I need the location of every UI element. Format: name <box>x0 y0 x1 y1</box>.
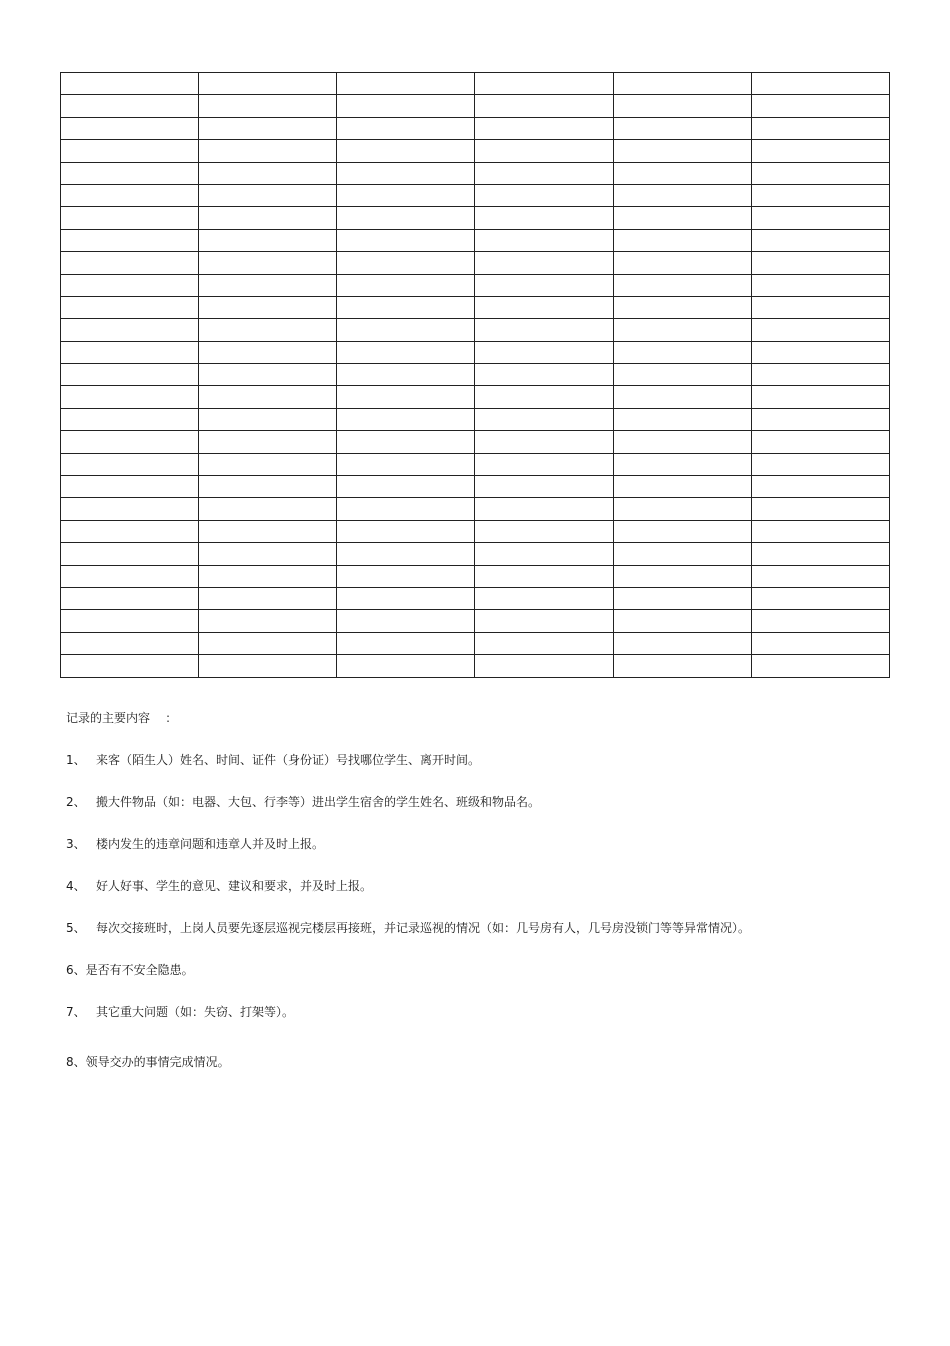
table-cell <box>61 229 199 251</box>
table-row <box>61 453 890 475</box>
table-cell <box>199 364 337 386</box>
table-cell <box>199 140 337 162</box>
table-cell <box>613 587 751 609</box>
table-cell <box>475 408 613 430</box>
table-cell <box>613 184 751 206</box>
table-cell <box>613 117 751 139</box>
note-number: 7、 <box>66 1005 86 1019</box>
table-cell <box>613 296 751 318</box>
note-item-5 <box>66 918 786 938</box>
table-cell <box>475 498 613 520</box>
table-cell <box>61 565 199 587</box>
table-cell <box>337 632 475 654</box>
table-row <box>61 520 890 542</box>
table-cell <box>199 632 337 654</box>
table-cell <box>61 274 199 296</box>
table-cell <box>337 408 475 430</box>
table-cell <box>199 162 337 184</box>
note-number: 4、 <box>66 879 86 893</box>
table-cell <box>475 140 613 162</box>
table-cell <box>475 520 613 542</box>
table-cell <box>751 296 889 318</box>
table-cell <box>199 207 337 229</box>
table-cell <box>613 655 751 677</box>
table-cell <box>337 565 475 587</box>
table-cell <box>475 252 613 274</box>
table-cell <box>61 431 199 453</box>
table-cell <box>337 341 475 363</box>
table-cell <box>337 520 475 542</box>
table-cell <box>337 319 475 341</box>
table-cell <box>613 229 751 251</box>
table-cell <box>475 453 613 475</box>
table-row <box>61 632 890 654</box>
table-cell <box>751 319 889 341</box>
table-cell <box>61 386 199 408</box>
table-cell <box>613 341 751 363</box>
note-number: 1、 <box>66 753 86 767</box>
table-cell <box>475 184 613 206</box>
table-cell <box>199 543 337 565</box>
table-cell <box>751 207 889 229</box>
table-cell <box>613 632 751 654</box>
table-cell <box>61 184 199 206</box>
table-cell <box>199 565 337 587</box>
note-item-8 <box>66 1052 786 1072</box>
table-cell <box>475 610 613 632</box>
table-cell <box>751 386 889 408</box>
table-cell <box>337 73 475 95</box>
table-cell <box>337 207 475 229</box>
table-cell <box>337 431 475 453</box>
table-cell <box>61 319 199 341</box>
table-cell <box>475 632 613 654</box>
table-cell <box>61 207 199 229</box>
table-row <box>61 655 890 677</box>
table-row <box>61 207 890 229</box>
note-text: 来客（陌生人）姓名、时间、证件（身份证）号找哪位学生、离开时间。 <box>96 753 481 767</box>
table-row <box>61 162 890 184</box>
table-row <box>61 386 890 408</box>
table-cell <box>199 431 337 453</box>
table-cell <box>751 520 889 542</box>
table-cell <box>337 162 475 184</box>
table-cell <box>751 543 889 565</box>
table-cell <box>613 543 751 565</box>
table-row <box>61 73 890 95</box>
table-cell <box>61 476 199 498</box>
table-cell <box>337 117 475 139</box>
table-cell <box>199 587 337 609</box>
table-cell <box>475 386 613 408</box>
table-cell <box>337 184 475 206</box>
table-cell <box>751 565 889 587</box>
note-number: 3、 <box>66 837 86 851</box>
table-cell <box>199 386 337 408</box>
table-cell <box>61 162 199 184</box>
note-item-2 <box>66 792 786 812</box>
table-cell <box>199 520 337 542</box>
table-row <box>61 408 890 430</box>
table-cell <box>199 117 337 139</box>
table-cell <box>61 587 199 609</box>
table-cell <box>337 252 475 274</box>
table-cell <box>475 476 613 498</box>
table-cell <box>751 274 889 296</box>
record-contents-notes <box>66 708 786 1094</box>
table-cell <box>61 498 199 520</box>
table-cell <box>475 207 613 229</box>
table-cell <box>199 73 337 95</box>
record-log-table-body <box>61 73 890 678</box>
table-row <box>61 184 890 206</box>
table-cell <box>475 274 613 296</box>
table-cell <box>199 408 337 430</box>
table-cell <box>751 184 889 206</box>
table-cell <box>475 587 613 609</box>
table-row <box>61 296 890 318</box>
table-cell <box>337 386 475 408</box>
table-cell <box>337 140 475 162</box>
table-cell <box>613 386 751 408</box>
table-cell <box>613 431 751 453</box>
table-row <box>61 95 890 117</box>
table-cell <box>613 319 751 341</box>
table-cell <box>475 95 613 117</box>
table-cell <box>337 543 475 565</box>
table-row <box>61 319 890 341</box>
table-cell <box>751 229 889 251</box>
note-item-7 <box>66 1002 786 1022</box>
table-cell <box>337 274 475 296</box>
table-cell <box>199 655 337 677</box>
table-cell <box>199 296 337 318</box>
table-cell <box>751 431 889 453</box>
table-cell <box>337 587 475 609</box>
note-item-6 <box>66 960 786 980</box>
table-row <box>61 117 890 139</box>
table-cell <box>337 364 475 386</box>
table-cell <box>337 655 475 677</box>
table-cell <box>61 408 199 430</box>
note-text: 是否有不安全隐患。 <box>85 963 194 977</box>
table-row <box>61 476 890 498</box>
table-cell <box>475 296 613 318</box>
table-row <box>61 431 890 453</box>
table-row <box>61 341 890 363</box>
table-cell <box>337 476 475 498</box>
table-cell <box>199 610 337 632</box>
table-cell <box>61 95 199 117</box>
table-row <box>61 498 890 520</box>
table-row <box>61 274 890 296</box>
table-cell <box>199 476 337 498</box>
table-cell <box>613 498 751 520</box>
table-cell <box>337 95 475 117</box>
note-text: 好人好事、学生的意见、建议和要求，并及时上报。 <box>96 879 373 893</box>
table-cell <box>613 162 751 184</box>
note-item-3 <box>66 834 786 854</box>
table-cell <box>751 117 889 139</box>
table-cell <box>337 610 475 632</box>
table-cell <box>61 520 199 542</box>
table-cell <box>61 610 199 632</box>
table-cell <box>751 498 889 520</box>
table-cell <box>475 162 613 184</box>
table-cell <box>61 364 199 386</box>
table-cell <box>61 140 199 162</box>
table-cell <box>613 207 751 229</box>
table-cell <box>751 408 889 430</box>
note-text: 楼内发生的违章问题和违章人并及时上报。 <box>96 837 325 851</box>
notes-heading: 记录的主要内容 ： <box>66 711 178 725</box>
note-number: 5、 <box>66 921 86 935</box>
table-cell <box>613 408 751 430</box>
table-cell <box>751 476 889 498</box>
table-cell <box>199 95 337 117</box>
table-cell <box>475 543 613 565</box>
table-cell <box>613 610 751 632</box>
table-row <box>61 565 890 587</box>
table-cell <box>613 95 751 117</box>
table-cell <box>751 252 889 274</box>
table-cell <box>199 453 337 475</box>
table-cell <box>613 252 751 274</box>
table-cell <box>751 610 889 632</box>
table-cell <box>199 252 337 274</box>
table-cell <box>475 431 613 453</box>
note-number: 2、 <box>66 795 86 809</box>
table-cell <box>199 498 337 520</box>
note-item-1 <box>66 750 786 770</box>
table-cell <box>337 296 475 318</box>
table-cell <box>613 73 751 95</box>
table-cell <box>475 117 613 139</box>
note-number: 8、 <box>66 1055 86 1069</box>
table-cell <box>61 655 199 677</box>
table-cell <box>751 632 889 654</box>
table-cell <box>475 229 613 251</box>
note-item-4 <box>66 876 786 896</box>
table-cell <box>337 453 475 475</box>
table-cell <box>337 229 475 251</box>
table-cell <box>613 520 751 542</box>
table-row <box>61 252 890 274</box>
table-cell <box>61 632 199 654</box>
table-cell <box>199 229 337 251</box>
table-row <box>61 364 890 386</box>
table-cell <box>61 341 199 363</box>
table-row <box>61 543 890 565</box>
table-cell <box>613 274 751 296</box>
note-text: 搬大件物品（如：电器、大包、行李等）进出学生宿舍的学生姓名、班级和物品名。 <box>96 795 541 809</box>
record-log-table <box>60 72 890 678</box>
table-row <box>61 229 890 251</box>
table-cell <box>61 453 199 475</box>
table-cell <box>61 73 199 95</box>
table-cell <box>613 565 751 587</box>
note-text: 其它重大问题（如：失窃、打架等）。 <box>96 1005 295 1019</box>
table-cell <box>751 587 889 609</box>
table-cell <box>199 184 337 206</box>
table-cell <box>613 140 751 162</box>
table-cell <box>751 341 889 363</box>
table-row <box>61 140 890 162</box>
note-number: 6、 <box>66 963 86 977</box>
table-cell <box>613 364 751 386</box>
table-cell <box>751 364 889 386</box>
table-cell <box>475 73 613 95</box>
table-cell <box>751 162 889 184</box>
table-cell <box>199 341 337 363</box>
table-row <box>61 610 890 632</box>
table-cell <box>613 476 751 498</box>
table-cell <box>61 117 199 139</box>
table-cell <box>61 252 199 274</box>
table-cell <box>751 453 889 475</box>
table-cell <box>613 453 751 475</box>
table-cell <box>199 319 337 341</box>
note-text: 领导交办的事情完成情况。 <box>85 1055 230 1069</box>
table-cell <box>751 73 889 95</box>
table-cell <box>475 341 613 363</box>
table-cell <box>751 140 889 162</box>
table-cell <box>475 364 613 386</box>
table-cell <box>751 95 889 117</box>
table-cell <box>61 543 199 565</box>
table-cell <box>475 319 613 341</box>
table-cell <box>199 274 337 296</box>
table-row <box>61 587 890 609</box>
table-cell <box>61 296 199 318</box>
note-text: 每次交接班时，上岗人员要先逐层巡视完楼层再接班，并记录巡视的情况（如：几号房有人，几号房没锁门等等异常情况）。 <box>96 921 751 935</box>
table-cell <box>751 655 889 677</box>
table-cell <box>337 498 475 520</box>
table-cell <box>475 565 613 587</box>
table-cell <box>475 655 613 677</box>
